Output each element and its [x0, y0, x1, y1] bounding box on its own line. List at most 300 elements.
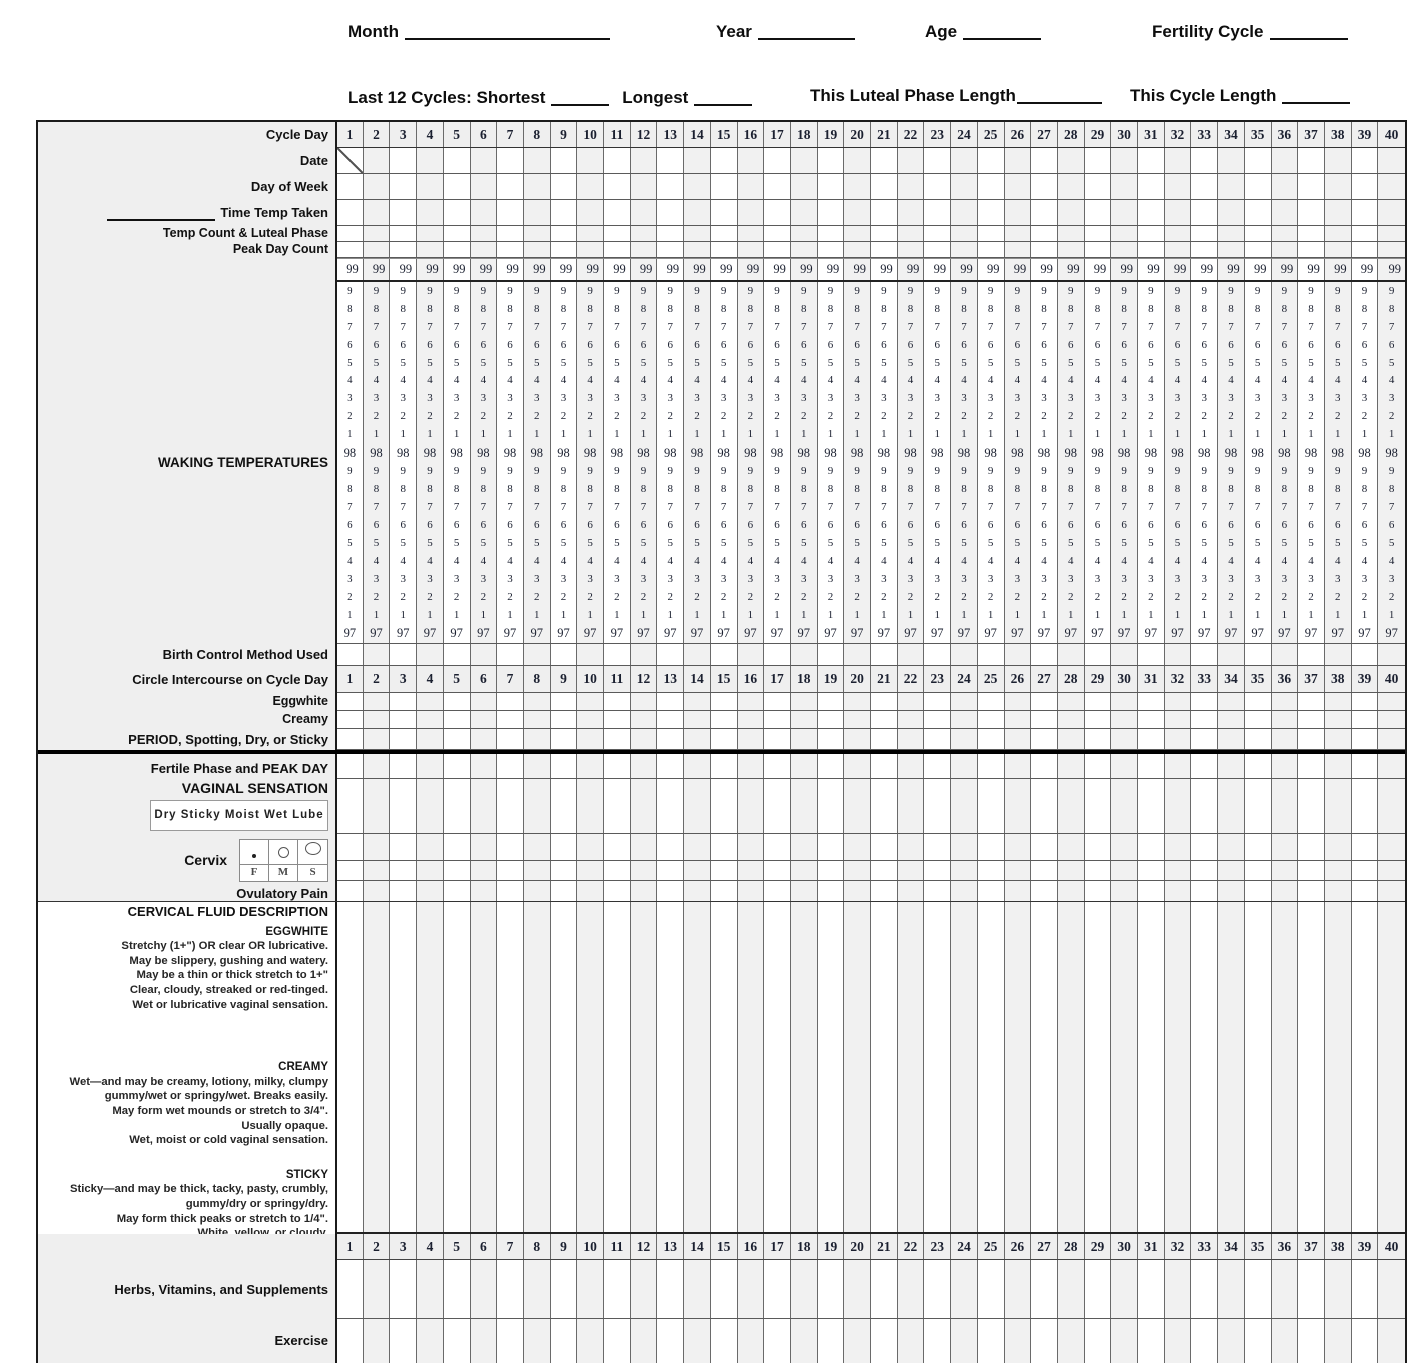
grid-cell[interactable] — [1378, 644, 1405, 665]
temp-99-cell[interactable]: 99 — [1111, 259, 1138, 280]
grid-cell[interactable] — [364, 242, 391, 257]
grid-cell[interactable] — [871, 1260, 898, 1318]
grid-cell[interactable] — [924, 693, 951, 710]
grid-cell[interactable] — [818, 693, 845, 710]
grid-cell[interactable] — [924, 881, 951, 901]
grid-cell[interactable] — [364, 881, 391, 901]
day-number-cell[interactable]: 40 — [1378, 666, 1405, 692]
grid-cell[interactable] — [764, 729, 791, 749]
grid-cell[interactable] — [1165, 226, 1192, 241]
grid-cell[interactable] — [818, 861, 845, 880]
grid-cell[interactable] — [551, 644, 578, 665]
grid-cell[interactable] — [497, 779, 524, 833]
temp-99-cell[interactable]: 99 — [604, 259, 631, 280]
grid-cell[interactable] — [1085, 693, 1112, 710]
grid-cell[interactable] — [551, 200, 578, 225]
grid-cell[interactable] — [711, 693, 738, 710]
grid-cell[interactable] — [604, 242, 631, 257]
cervix-letter-s[interactable]: S — [309, 866, 316, 879]
grid-cell[interactable] — [631, 711, 658, 728]
grid-cell[interactable] — [524, 754, 551, 778]
grid-cell[interactable] — [577, 242, 604, 257]
grid-cell[interactable] — [924, 174, 951, 199]
day-number-cell[interactable]: 25 — [978, 666, 1005, 692]
grid-cell[interactable] — [764, 200, 791, 225]
grid-cell[interactable] — [1111, 148, 1138, 173]
grid-cell[interactable] — [1005, 834, 1032, 860]
day-number-cell[interactable]: 4 — [417, 122, 444, 147]
grid-cell[interactable] — [1191, 693, 1218, 710]
grid-cell[interactable] — [1378, 711, 1405, 728]
grid-cell[interactable] — [1191, 902, 1218, 1232]
day-number-cell[interactable]: 16 — [738, 666, 765, 692]
grid-cell[interactable] — [924, 861, 951, 880]
day-number-cell[interactable]: 14 — [684, 666, 711, 692]
grid-cell[interactable] — [844, 754, 871, 778]
temp-column-cell[interactable]: 9 8 7 6 5 4 3 2 1 98 9 8 7 6 5 4 3 2 1 97 — [1085, 282, 1112, 643]
grid-cell[interactable] — [1352, 779, 1379, 833]
grid-cell[interactable] — [1005, 174, 1032, 199]
grid-cell[interactable] — [1245, 200, 1272, 225]
grid-cell[interactable] — [1325, 242, 1352, 257]
grid-cell[interactable] — [1005, 1260, 1032, 1318]
day-number-cell[interactable]: 33 — [1191, 666, 1218, 692]
grid-cell[interactable] — [1058, 881, 1085, 901]
grid-cell[interactable] — [1272, 644, 1299, 665]
grid-cell[interactable] — [1298, 242, 1325, 257]
temp-column-cell[interactable]: 9 8 7 6 5 4 3 2 1 98 9 8 7 6 5 4 3 2 1 97 — [417, 282, 444, 643]
temp-99-cell[interactable]: 99 — [577, 259, 604, 280]
temp-99-cell[interactable]: 99 — [444, 259, 471, 280]
temp-column-cell[interactable]: 9 8 7 6 5 4 3 2 1 98 9 8 7 6 5 4 3 2 1 97 — [711, 282, 738, 643]
grid-cell[interactable] — [497, 834, 524, 860]
grid-cell[interactable] — [871, 1319, 898, 1363]
grid-cell[interactable] — [1111, 729, 1138, 749]
grid-cell[interactable] — [390, 200, 417, 225]
grid-cell[interactable] — [1352, 242, 1379, 257]
day-number-cell[interactable]: 28 — [1058, 122, 1085, 147]
grid-cell[interactable] — [390, 242, 417, 257]
day-number-cell[interactable]: 17 — [764, 666, 791, 692]
grid-cell[interactable] — [1298, 881, 1325, 901]
grid-cell[interactable] — [818, 902, 845, 1232]
grid-cell[interactable] — [1298, 754, 1325, 778]
grid-cell[interactable] — [924, 779, 951, 833]
grid-cell[interactable] — [818, 834, 845, 860]
grid-cell[interactable] — [1378, 834, 1405, 860]
cycle-length-blank[interactable] — [1282, 89, 1350, 104]
grid-cell[interactable] — [684, 861, 711, 880]
grid-cell[interactable] — [684, 226, 711, 241]
grid-cell[interactable] — [1272, 779, 1299, 833]
grid-cell[interactable] — [1111, 693, 1138, 710]
grid-cell[interactable] — [551, 902, 578, 1232]
grid-cell[interactable] — [337, 200, 364, 225]
grid-cell[interactable] — [1165, 834, 1192, 860]
grid-cell[interactable] — [657, 902, 684, 1232]
grid-cell[interactable] — [1218, 1319, 1245, 1363]
grid-cell[interactable] — [898, 834, 925, 860]
grid-cell[interactable] — [898, 226, 925, 241]
grid-cell[interactable] — [1165, 902, 1192, 1232]
day-number-cell[interactable]: 32 — [1165, 666, 1192, 692]
grid-cell[interactable] — [1325, 1260, 1352, 1318]
day-number-cell[interactable]: 20 — [844, 122, 871, 147]
grid-cell[interactable] — [1245, 174, 1272, 199]
day-number-cell[interactable]: 35 — [1245, 122, 1272, 147]
temp-column-cell[interactable]: 9 8 7 6 5 4 3 2 1 98 9 8 7 6 5 4 3 2 1 97 — [657, 282, 684, 643]
grid-cell[interactable] — [871, 779, 898, 833]
grid-cell[interactable] — [711, 174, 738, 199]
day-number-cell[interactable]: 26 — [1005, 1234, 1032, 1259]
grid-cell[interactable] — [764, 174, 791, 199]
grid-cell[interactable] — [924, 644, 951, 665]
grid-cell[interactable] — [631, 729, 658, 749]
grid-cell[interactable] — [524, 242, 551, 257]
grid-cell[interactable] — [577, 200, 604, 225]
grid-cell[interactable] — [738, 754, 765, 778]
grid-cell[interactable] — [1085, 834, 1112, 860]
day-number-cell[interactable]: 4 — [417, 1234, 444, 1259]
grid-cell[interactable] — [1031, 861, 1058, 880]
temp-99-cell[interactable]: 99 — [978, 259, 1005, 280]
grid-cell[interactable] — [471, 754, 498, 778]
grid-cell[interactable] — [1165, 174, 1192, 199]
day-number-cell[interactable]: 34 — [1218, 666, 1245, 692]
grid-cell[interactable] — [898, 881, 925, 901]
grid-cell[interactable] — [1245, 881, 1272, 901]
grid-cell[interactable] — [551, 754, 578, 778]
grid-cell[interactable] — [497, 148, 524, 173]
grid-cell[interactable] — [577, 861, 604, 880]
temp-column-cell[interactable]: 9 8 7 6 5 4 3 2 1 98 9 8 7 6 5 4 3 2 1 97 — [1165, 282, 1192, 643]
grid-cell[interactable] — [604, 174, 631, 199]
grid-cell[interactable] — [497, 902, 524, 1232]
grid-cell[interactable] — [1111, 174, 1138, 199]
grid-cell[interactable] — [1165, 200, 1192, 225]
grid-cell[interactable] — [1165, 754, 1192, 778]
day-number-cell[interactable]: 24 — [951, 666, 978, 692]
grid-cell[interactable] — [1031, 226, 1058, 241]
grid-cell[interactable] — [1165, 1319, 1192, 1363]
grid-cell[interactable] — [1272, 861, 1299, 880]
temp-99-cell[interactable]: 99 — [1272, 259, 1299, 280]
grid-cell[interactable] — [364, 861, 391, 880]
temp-column-cell[interactable]: 9 8 7 6 5 4 3 2 1 98 9 8 7 6 5 4 3 2 1 97 — [1138, 282, 1165, 643]
grid-cell[interactable] — [604, 693, 631, 710]
temp-column-cell[interactable]: 9 8 7 6 5 4 3 2 1 98 9 8 7 6 5 4 3 2 1 97 — [1005, 282, 1032, 643]
grid-cell[interactable] — [951, 861, 978, 880]
grid-cell[interactable] — [524, 711, 551, 728]
grid-cell[interactable] — [1005, 754, 1032, 778]
grid-cell[interactable] — [1325, 1319, 1352, 1363]
grid-cell[interactable] — [764, 779, 791, 833]
grid-cell[interactable] — [1165, 1260, 1192, 1318]
grid-cell[interactable] — [1138, 834, 1165, 860]
grid-cell[interactable] — [471, 148, 498, 173]
grid-cell[interactable] — [1272, 1319, 1299, 1363]
grid-cell[interactable] — [1085, 711, 1112, 728]
grid-cell[interactable] — [577, 148, 604, 173]
grid-cell[interactable] — [1085, 1260, 1112, 1318]
grid-cell[interactable] — [978, 226, 1005, 241]
grid-cell[interactable] — [1378, 754, 1405, 778]
temp-99-cell[interactable]: 99 — [524, 259, 551, 280]
temp-99-cell[interactable]: 99 — [924, 259, 951, 280]
grid-cell[interactable] — [684, 834, 711, 860]
day-number-cell[interactable]: 38 — [1325, 666, 1352, 692]
grid-cell[interactable] — [738, 1319, 765, 1363]
grid-cell[interactable] — [657, 644, 684, 665]
grid-cell[interactable] — [1005, 881, 1032, 901]
grid-cell[interactable] — [951, 693, 978, 710]
grid-cell[interactable] — [497, 1319, 524, 1363]
grid-cell[interactable] — [1218, 148, 1245, 173]
grid-cell[interactable] — [657, 148, 684, 173]
grid-cell[interactable] — [978, 711, 1005, 728]
grid-cell[interactable] — [1111, 711, 1138, 728]
grid-cell[interactable] — [364, 1319, 391, 1363]
grid-cell[interactable] — [711, 1319, 738, 1363]
age-blank[interactable] — [963, 25, 1041, 40]
grid-cell[interactable] — [844, 711, 871, 728]
temp-column-cell[interactable]: 9 8 7 6 5 4 3 2 1 98 9 8 7 6 5 4 3 2 1 97 — [924, 282, 951, 643]
grid-cell[interactable] — [417, 902, 444, 1232]
grid-cell[interactable] — [1325, 779, 1352, 833]
grid-cell[interactable] — [1352, 881, 1379, 901]
grid-cell[interactable] — [1058, 200, 1085, 225]
grid-cell[interactable] — [337, 174, 364, 199]
grid-cell[interactable] — [417, 861, 444, 880]
grid-cell[interactable] — [978, 834, 1005, 860]
grid-cell[interactable] — [1165, 148, 1192, 173]
day-number-cell[interactable]: 27 — [1031, 122, 1058, 147]
grid-cell[interactable] — [604, 1260, 631, 1318]
cervix-medium-cell[interactable] — [269, 840, 298, 865]
grid-cell[interactable] — [1058, 242, 1085, 257]
grid-cell[interactable] — [684, 779, 711, 833]
grid-cell[interactable] — [898, 711, 925, 728]
grid-cell[interactable] — [1138, 1260, 1165, 1318]
grid-cell[interactable] — [577, 881, 604, 901]
temp-99-cell[interactable]: 99 — [390, 259, 417, 280]
grid-cell[interactable] — [1245, 861, 1272, 880]
grid-cell[interactable] — [1005, 729, 1032, 749]
grid-cell[interactable] — [551, 148, 578, 173]
grid-cell[interactable] — [1031, 711, 1058, 728]
day-number-cell[interactable]: 26 — [1005, 666, 1032, 692]
day-number-cell[interactable]: 7 — [497, 1234, 524, 1259]
grid-cell[interactable] — [844, 779, 871, 833]
day-number-cell[interactable]: 40 — [1378, 1234, 1405, 1259]
grid-cell[interactable] — [364, 711, 391, 728]
grid-cell[interactable] — [604, 861, 631, 880]
grid-cell[interactable] — [524, 902, 551, 1232]
grid-cell[interactable] — [844, 242, 871, 257]
day-number-cell[interactable]: 14 — [684, 1234, 711, 1259]
day-number-cell[interactable]: 18 — [791, 1234, 818, 1259]
grid-cell[interactable] — [390, 881, 417, 901]
day-number-cell[interactable]: 11 — [604, 666, 631, 692]
grid-cell[interactable] — [1378, 1319, 1405, 1363]
grid-cell[interactable] — [444, 834, 471, 860]
grid-cell[interactable] — [364, 226, 391, 241]
grid-cell[interactable] — [390, 174, 417, 199]
day-number-cell[interactable]: 11 — [604, 122, 631, 147]
grid-cell[interactable] — [631, 1319, 658, 1363]
day-number-cell[interactable]: 32 — [1165, 1234, 1192, 1259]
grid-cell[interactable] — [1165, 242, 1192, 257]
grid-cell[interactable] — [1005, 1319, 1032, 1363]
temp-99-cell[interactable]: 99 — [471, 259, 498, 280]
grid-cell[interactable] — [471, 226, 498, 241]
day-number-cell[interactable]: 33 — [1191, 1234, 1218, 1259]
grid-cell[interactable] — [738, 200, 765, 225]
grid-cell[interactable] — [711, 242, 738, 257]
grid-cell[interactable] — [1298, 861, 1325, 880]
grid-cell[interactable] — [791, 754, 818, 778]
grid-cell[interactable] — [1298, 1319, 1325, 1363]
grid-cell[interactable] — [390, 729, 417, 749]
grid-cell[interactable] — [791, 174, 818, 199]
day-number-cell[interactable]: 3 — [390, 122, 417, 147]
grid-cell[interactable] — [631, 644, 658, 665]
grid-cell[interactable] — [577, 779, 604, 833]
grid-cell[interactable] — [818, 711, 845, 728]
temp-99-cell[interactable]: 99 — [1378, 259, 1405, 280]
grid-cell[interactable] — [1218, 1260, 1245, 1318]
day-number-cell[interactable]: 37 — [1298, 666, 1325, 692]
grid-cell[interactable] — [1111, 881, 1138, 901]
grid-cell[interactable] — [1352, 861, 1379, 880]
grid-cell[interactable] — [1352, 1260, 1379, 1318]
grid-cell[interactable] — [444, 226, 471, 241]
grid-cell[interactable] — [337, 644, 364, 665]
grid-cell[interactable] — [711, 200, 738, 225]
temp-99-cell[interactable]: 99 — [364, 259, 391, 280]
grid-cell[interactable] — [417, 242, 444, 257]
grid-cell[interactable] — [471, 711, 498, 728]
grid-cell[interactable] — [577, 644, 604, 665]
grid-cell[interactable] — [444, 148, 471, 173]
grid-cell[interactable] — [1218, 729, 1245, 749]
grid-cell[interactable] — [417, 200, 444, 225]
temp-column-cell[interactable]: 9 8 7 6 5 4 3 2 1 98 9 8 7 6 5 4 3 2 1 97 — [337, 282, 364, 643]
temp-99-cell[interactable]: 99 — [1138, 259, 1165, 280]
grid-cell[interactable] — [764, 644, 791, 665]
grid-cell[interactable] — [444, 693, 471, 710]
grid-cell[interactable] — [951, 754, 978, 778]
grid-cell[interactable] — [631, 174, 658, 199]
grid-cell[interactable] — [657, 754, 684, 778]
day-number-cell[interactable]: 20 — [844, 1234, 871, 1259]
grid-cell[interactable] — [738, 861, 765, 880]
grid-cell[interactable] — [524, 148, 551, 173]
grid-cell[interactable] — [1378, 148, 1405, 173]
grid-cell[interactable] — [551, 242, 578, 257]
grid-cell[interactable] — [791, 148, 818, 173]
day-number-cell[interactable]: 37 — [1298, 122, 1325, 147]
grid-cell[interactable] — [1058, 644, 1085, 665]
grid-cell[interactable] — [1191, 711, 1218, 728]
grid-cell[interactable] — [577, 902, 604, 1232]
day-number-cell[interactable]: 36 — [1272, 1234, 1299, 1259]
grid-cell[interactable] — [738, 779, 765, 833]
day-number-cell[interactable]: 7 — [497, 122, 524, 147]
grid-cell[interactable] — [524, 729, 551, 749]
grid-cell[interactable] — [551, 834, 578, 860]
grid-cell[interactable] — [951, 1319, 978, 1363]
grid-cell[interactable] — [711, 902, 738, 1232]
grid-cell[interactable] — [577, 834, 604, 860]
grid-cell[interactable] — [1378, 226, 1405, 241]
grid-cell[interactable] — [1245, 729, 1272, 749]
grid-cell[interactable] — [1352, 1319, 1379, 1363]
grid-cell[interactable] — [738, 902, 765, 1232]
luteal-phase-blank[interactable] — [1017, 89, 1102, 104]
grid-cell[interactable] — [1272, 834, 1299, 860]
grid-cell[interactable] — [978, 729, 1005, 749]
grid-cell[interactable] — [1058, 1260, 1085, 1318]
grid-cell[interactable] — [924, 711, 951, 728]
grid-cell[interactable] — [978, 881, 1005, 901]
day-number-cell[interactable]: 5 — [444, 666, 471, 692]
grid-cell[interactable] — [657, 1260, 684, 1318]
grid-cell[interactable] — [364, 200, 391, 225]
grid-cell[interactable] — [524, 1319, 551, 1363]
grid-cell[interactable] — [684, 729, 711, 749]
day-number-cell[interactable]: 35 — [1245, 1234, 1272, 1259]
grid-cell[interactable] — [738, 729, 765, 749]
grid-cell[interactable] — [471, 861, 498, 880]
grid-cell[interactable] — [1272, 1260, 1299, 1318]
grid-cell[interactable] — [791, 1319, 818, 1363]
grid-cell[interactable] — [1272, 148, 1299, 173]
grid-cell[interactable] — [631, 834, 658, 860]
grid-cell[interactable] — [1005, 200, 1032, 225]
grid-cell[interactable] — [818, 729, 845, 749]
grid-cell[interactable] — [684, 242, 711, 257]
grid-cell[interactable] — [631, 242, 658, 257]
grid-cell[interactable] — [1245, 834, 1272, 860]
grid-cell[interactable] — [657, 242, 684, 257]
grid-cell[interactable] — [390, 902, 417, 1232]
grid-cell[interactable] — [844, 693, 871, 710]
grid-cell[interactable] — [1031, 148, 1058, 173]
grid-cell[interactable] — [818, 1319, 845, 1363]
grid-cell[interactable] — [1085, 644, 1112, 665]
grid-cell[interactable] — [524, 881, 551, 901]
grid-cell[interactable] — [1245, 148, 1272, 173]
grid-cell[interactable] — [684, 902, 711, 1232]
grid-cell[interactable] — [1218, 834, 1245, 860]
grid-cell[interactable] — [684, 148, 711, 173]
grid-cell[interactable] — [764, 754, 791, 778]
grid-cell[interactable] — [924, 242, 951, 257]
grid-cell[interactable] — [1058, 834, 1085, 860]
grid-cell[interactable] — [871, 754, 898, 778]
day-number-cell[interactable]: 9 — [551, 122, 578, 147]
grid-cell[interactable] — [1138, 881, 1165, 901]
temp-99-cell[interactable]: 99 — [1352, 259, 1379, 280]
grid-cell[interactable] — [1378, 693, 1405, 710]
day-number-cell[interactable]: 8 — [524, 666, 551, 692]
grid-cell[interactable] — [711, 729, 738, 749]
grid-cell[interactable] — [871, 226, 898, 241]
cervix-letter-m[interactable]: M — [269, 865, 298, 881]
temp-99-cell[interactable]: 99 — [1031, 259, 1058, 280]
grid-cell[interactable] — [684, 1260, 711, 1318]
